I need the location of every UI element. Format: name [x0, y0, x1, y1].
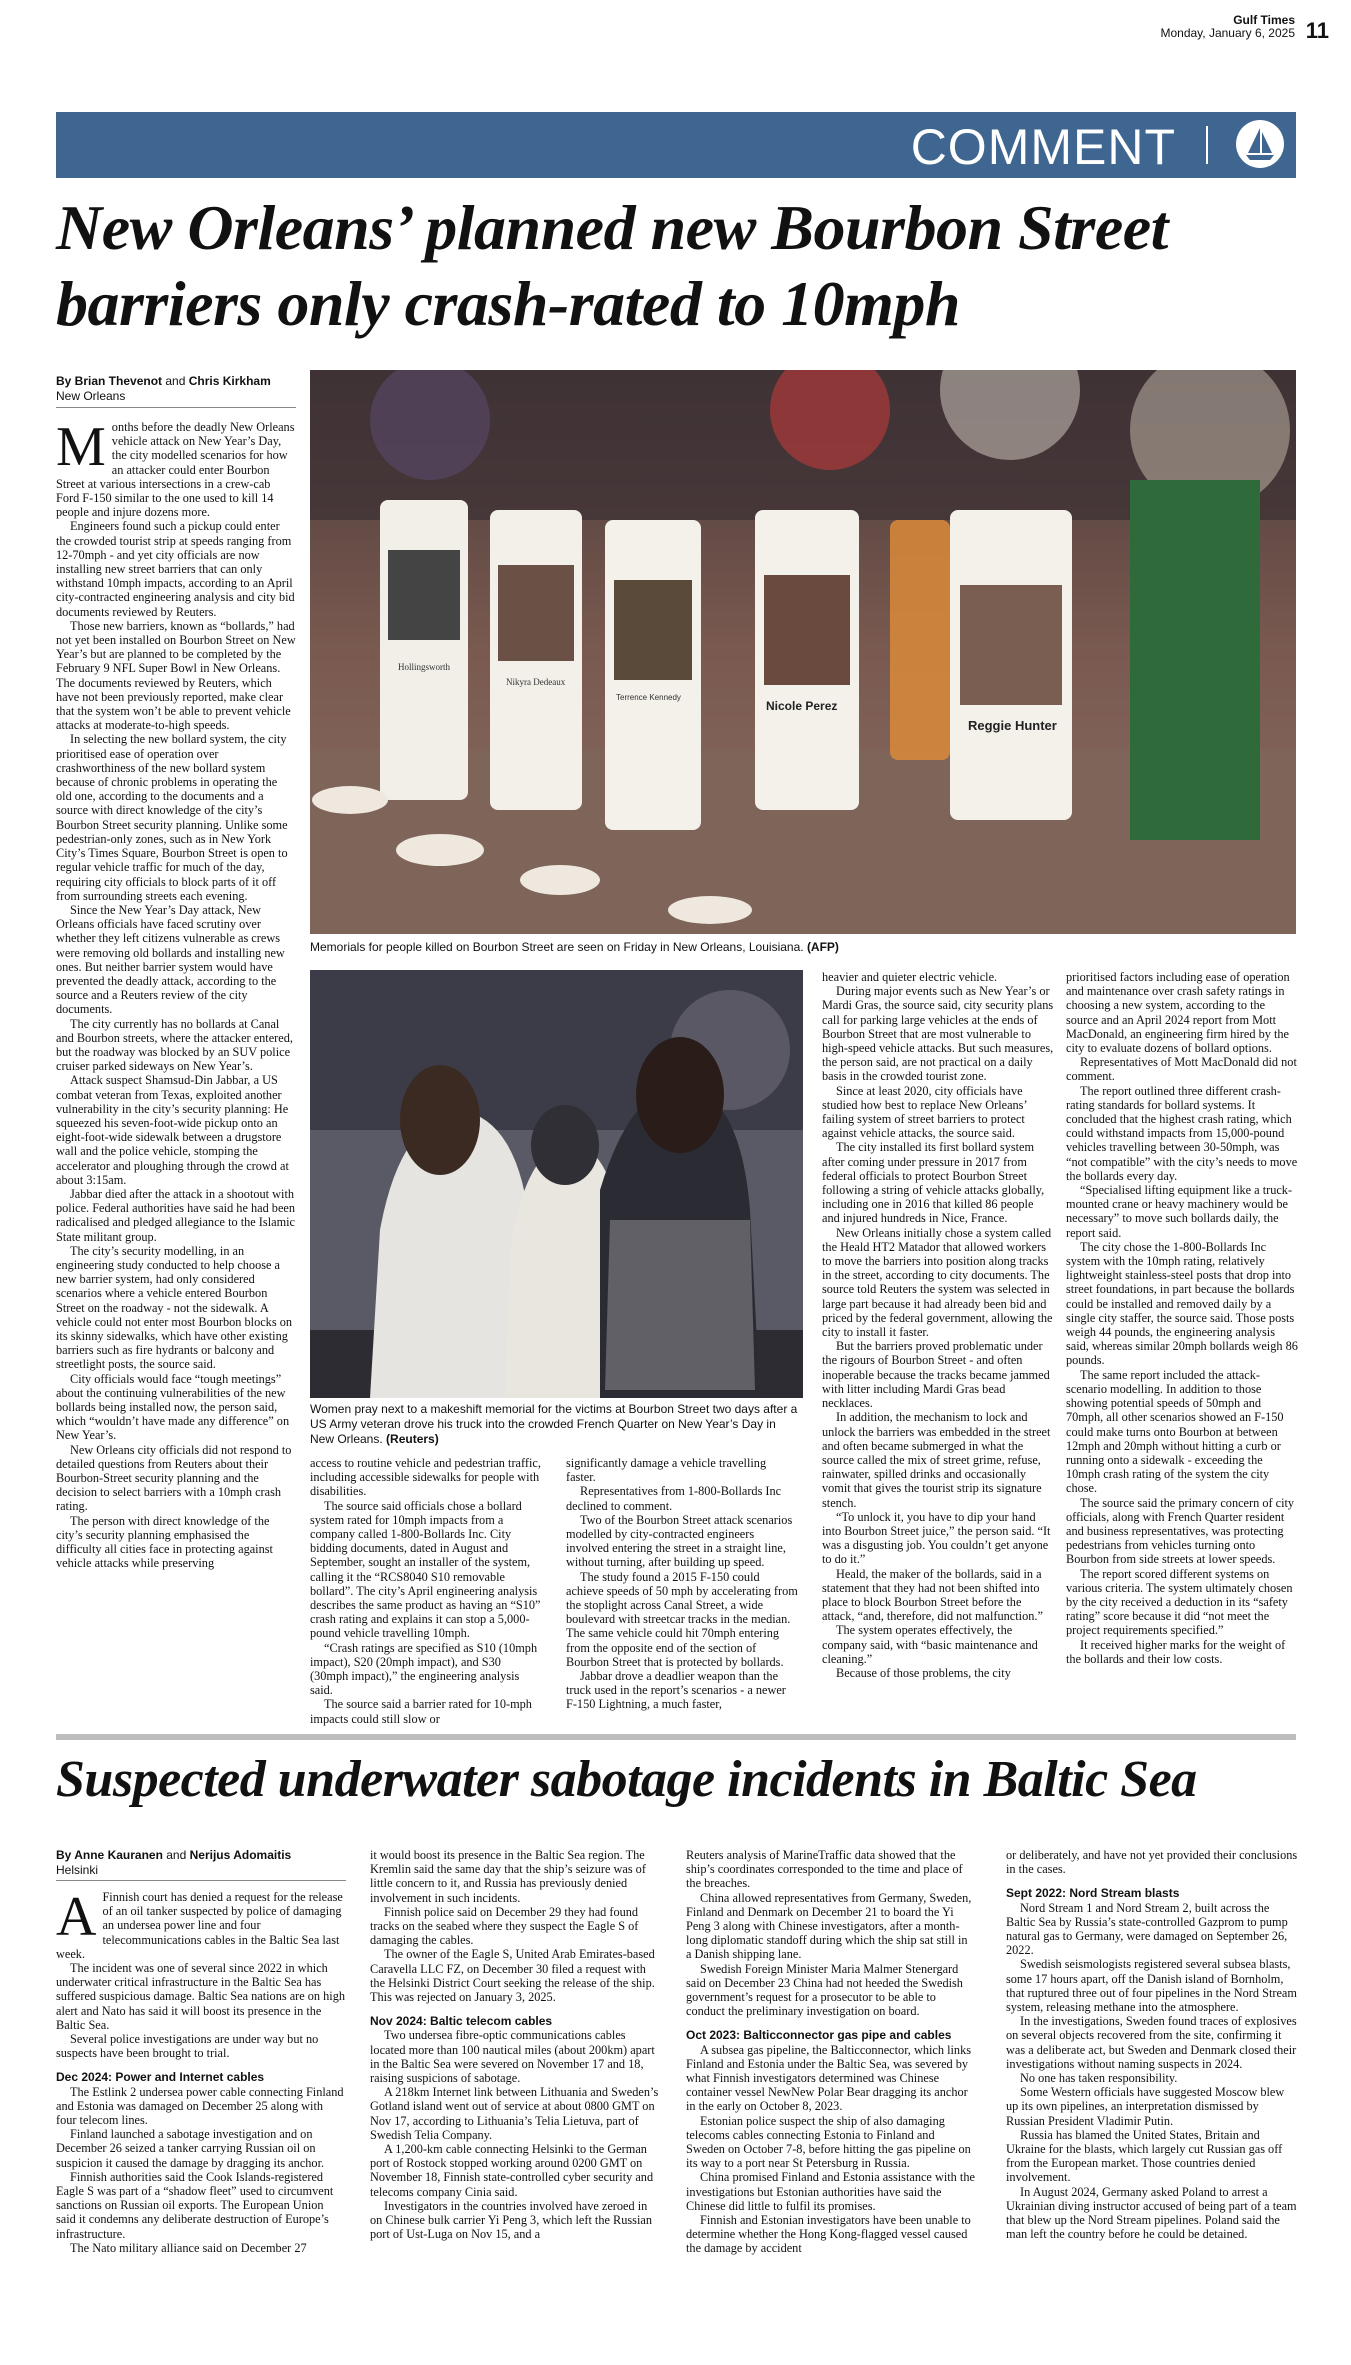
paragraph: But the barriers proved problematic under the rigours of Bourbon Street - and often inoperable because the tracks became jammed with litter including Mardi Gras bead necklaces. — [822, 1339, 1050, 1411]
paragraph: Attack suspect Shamsud-Din Jabbar, a US combat veteran from Texas, exploited another vulnerability in the city’s security planning: He squeezed his seven-foot-wide pickup onto an eight-foot-wide sidewalk between a drugstore wall and the police vehicle, stomping the accelerator and ploughing through the crowd at about 3:15am. — [56, 1073, 289, 1187]
byline2-author-1: By Anne Kauranen — [56, 1848, 163, 1862]
paragraph: it would boost its presence in the Baltic Sea region. The Kremlin said the same day that the ship’s seizure was of little concern to it, and Russia has previously denied involvement in such incidents. — [370, 1848, 646, 1905]
section-title: COMMENT — [910, 119, 1176, 175]
section-banner — [56, 112, 1296, 178]
paragraph: significantly damage a vehicle travelling faster. — [566, 1456, 767, 1485]
story2-headline: Suspected underwater sabotage incidents in Baltic Sea — [56, 1751, 1197, 1808]
memorial-candles-photo — [310, 370, 1296, 934]
subheading: Sept 2022: Nord Stream blasts — [1006, 1886, 1180, 1901]
paragraph: The report outlined three different crash-rating standards for bollard systems. It concluded that the highest crash rating, which could withstand impacts from 15,000-pound vehicles travelling between 30-50mph, was “not compatible” with the city’s needs to move the bollards every day. — [1066, 1083, 1298, 1183]
paragraph: A 218km Internet link between Lithuania and Sweden’s Gotland island went out of service at about 0800 GMT on Nov 17, according to Lithuania’s Telia Lietuva, part of Swedish Telia Company. — [370, 2085, 659, 2142]
photo1-caption — [310, 940, 1296, 955]
candle-1-name: Hollingsworth — [398, 662, 451, 672]
paragraph: The city currently has no bollards at Canal and Bourbon streets, where the attacker entered, but the roadway was blocked by an SUV police cruiser parked sideways on New Year’s. — [56, 1016, 293, 1074]
byline-location: New Orleans — [56, 389, 126, 403]
paragraph: Those new barriers, known as “bollards,” had not yet been installed on Bourbon Street on New Year’s but are planned to be completed by the February 9 NFL Super Bowl in New Orleans. The documents reviewed by Reuters, which have not been previously reported, make clear that the system won’t be able to prevent vehicle attacks at moderate-to-high speeds. — [56, 618, 296, 733]
drop-cap: M — [56, 420, 106, 478]
paragraph: The report scored different systems on various criteria. The system ultimately chosen by the city received a deduction in its “safety rating” score because it did “not meet the project requirements specified.” — [1066, 1566, 1293, 1638]
story2-column-2 — [370, 1848, 660, 2350]
masthead — [1160, 13, 1329, 43]
byline-author-2: Chris Kirkham — [188, 374, 271, 388]
sailing-boat-icon — [1236, 120, 1284, 168]
paragraph: “Specialised lifting equipment like a truck-mounted crane or heavy machinery would be necessary” to move such bollards daily, the report said. — [1066, 1183, 1293, 1240]
paragraph: Since at least 2020, city officials have studied how best to replace New Orleans’ failing system of street barriers to protect against vehicle attacks, the source said. — [822, 1083, 1027, 1141]
paragraph: Swedish Foreign Minister Maria Malmer Stenergard said on December 23 China had not heeded the Swedish government’s request for a prosecutor to be able to conduct the preliminary investigation on board. — [686, 1961, 963, 2019]
paragraph: In selecting the new bollard system, the city prioritised ease of operation over crashworthiness of the new bollard system because of chronic problems in operating the old one, according to the documents and a source with direct knowledge of the city’s Bourbon Street security planning. Unlike some pedestrian-only zones, such as in New York City’s Times Square, Bourbon Street is open to regular vehicle traffic for much of the day, requiring city officials to block parts of it off from surrounding streets each evening. — [56, 732, 288, 903]
paragraph: access to routine vehicle and pedestrian traffic, including accessible sidewalks for people with disabilities. — [310, 1456, 541, 1499]
paragraph: City officials would face “tough meetings” about the continuing vulnerabilities of the new bollards being installed now, the person said, which “wouldn’t have made any difference” on New Year’s. — [56, 1371, 290, 1443]
paragraph: The study found a 2015 F-150 could achieve speeds of 50 mph by accelerating from the stoplight across Canal Street, a wide boulevard with streetcar tracks in the median. The same vehicle could hit 70mph entering from the opposite end of the section of Bourbon Street that is protected by bollards. — [566, 1569, 798, 1669]
byline2-author-2: Nerijus Adomaitis — [189, 1848, 292, 1862]
paragraph: China allowed representatives from Germany, Sweden, Finland and Denmark on December 21 to board the Yi Peng 3 along with Chinese investigators, after a month-long diplomatic standoff during which the ship sat still in a Danish shipping lane. — [686, 1890, 972, 1962]
photo1-caption-text: Memorials for people killed on Bourbon Street are seen on Friday in New Orleans, Louisiana. — [310, 940, 804, 954]
banner-divider — [1206, 126, 1208, 164]
story1-column-1 — [56, 420, 296, 1730]
story2-column-4 — [1006, 1848, 1298, 2350]
women-praying-photo — [310, 970, 803, 1398]
paragraph: The Nato military alliance said on December 27 — [70, 2240, 307, 2255]
paragraph: Representatives of Mott MacDonald did not comment. — [1066, 1055, 1297, 1084]
paragraph: “Crash ratings are specified as S10 (10mph impact), S20 (20mph impact), and S30 (30mph impact),” the engineering analysis said. — [310, 1640, 538, 1698]
paragraph: Finnish police said on December 29 they had found tracks on the seabed where they suspect the Eagle S of damaging the cables. — [370, 1904, 639, 1948]
paragraph: The person with direct knowledge of the city’s security planning emphasised the difficulty all cities face in protecting against vehicle attacks while preserving — [56, 1513, 273, 1571]
paragraph: or deliberately, and have not yet provided their conclusions in the cases. — [1006, 1848, 1298, 1877]
paragraph: Finnish court has denied a request for the release of an oil tanker suspected by police of damaging an undersea power line and four telecommunications cables in the Baltic Sea last week. — [56, 1890, 343, 1961]
paragraph: The city’s security modelling, in an engineering study conducted to help choose a new barrier system, had only considered scenarios where a vehicle entered Bourbon Street on the roadway - not the sidewalk. A vehicle could not enter most Bourbon blocks on its skinny sidewalks, which have other existing barriers such as fire hydrants or balcony and streetlight posts, the source said. — [56, 1243, 292, 1372]
story1-column-3 — [566, 1456, 798, 1730]
story2-byline — [56, 1848, 346, 1878]
paragraph: Russia has blamed the United States, Britain and Ukraine for the blasts, which largely cut Russian gas off from the European market. Those countries denied involvement. — [1006, 2127, 1283, 2185]
paragraph: “To unlock it, you have to dip your hand into Bourbon Street juice,” the person said. “It was a disgusting job. You couldn’t get anyone to do it.” — [822, 1509, 1051, 1567]
issue-date: Monday, January 6, 2025 — [1160, 26, 1295, 40]
paragraph: Reuters analysis of MarineTraffic data showed that the ship’s coordinates corresponded to the time and place of the breaches. — [686, 1848, 963, 1891]
paragraph: heavier and quieter electric vehicle. — [822, 970, 998, 984]
candle-5 — [950, 510, 1072, 820]
candle-2-name: Nikyra Dedeaux — [506, 677, 566, 687]
paragraph: Some Western officials have suggested Moscow blew up its own pipelines, an interpretation dismissed by Russian President Vladimir Putin. — [1006, 2085, 1285, 2128]
paragraph: The city chose the 1-800-Bollards Inc system with the 10mph rating, relatively lightweight stainless-steel posts that drop into street foundations, in part because the bollards could be installed and removed daily by a single city staffer, the source said. Those posts weigh 44 pounds, the engineering analysis said, whereas similar 20mph bollards weigh 86 pounds. — [1066, 1239, 1298, 1368]
candle-3-name: Terrence Kennedy — [616, 693, 681, 702]
paragraph: No one has taken responsibility. — [1020, 2071, 1178, 2086]
byline2-rule — [56, 1880, 346, 1881]
story2-column-1 — [56, 1890, 346, 2350]
paragraph: The Estlink 2 undersea power cable connecting Finland and Estonia was damaged on December 25 along with four telecom lines. — [56, 2084, 344, 2128]
paragraph: The source said officials chose a bollard system rated for 10mph impacts from a company called 1-800-Bollards Inc. City bidding documents, dated in August and September, sought an installer of the system, calling it the “RCS8040 S10 removable bollard”. The city’s April engineering analysis describes the same product as having an “S10” crash rating and explains it can stop a 5,000-pound vehicle travelling 10mph. — [310, 1498, 541, 1641]
paragraph: Swedish seismologists registered several subsea blasts, some 17 hours apart, off the Danish island of Bornholm, that ruptured three out of four pipelines in the Nord Stream system, releasing methane into the atmosphere. — [1006, 1957, 1297, 2015]
newspaper-name: Gulf Times — [1233, 13, 1295, 27]
photo2-credit: (Reuters) — [386, 1432, 439, 1446]
paragraph: China promised Finland and Estonia assistance with the investigations but Estonian authorities have said the Chinese did little to fulfil its promises. — [686, 2170, 975, 2213]
story2-column-3 — [686, 1848, 976, 2350]
story1-column-5 — [1066, 970, 1298, 1730]
candle-2 — [490, 510, 582, 810]
paragraph: A 1,200-km cable connecting Helsinki to the German port of Rostock stopped working around 0200 GMT on November 18, Finnish state-controlled cyber security and telecoms company Cinia said. — [370, 2142, 654, 2199]
candle-1 — [380, 500, 468, 800]
photo2-caption-text: Women pray next to a makeshift memorial for the victims at Bourbon Street two days after a US Army veteran drove his truck into the crowded French Quarter on New Year’s Day in New Orleans. — [310, 1402, 798, 1446]
drop-cap-2: A — [56, 1890, 97, 1948]
subheading: Dec 2024: Power and Internet cables — [56, 2070, 265, 2085]
photo1-credit: (AFP) — [806, 940, 839, 954]
paragraph: It received higher marks for the weight of the bollards and their low costs. — [1066, 1637, 1286, 1666]
paragraph: In addition, the mechanism to lock and unlock the barriers was embedded in the street and often became submerged in what the source called the mix of street grime, refuse, rainwater, spilled drinks and occasionally vomit that gives the tourist strip its signature stench. — [822, 1410, 1051, 1510]
byline-author-1: By Brian Thevenot — [56, 374, 163, 388]
paragraph: Several police investigations are under way but no suspects have been brought to trial. — [56, 2032, 319, 2061]
paragraph: Jabbar drove a deadlier weapon than the truck used in the report’s scenarios - a newer F-150 Lightning, a much faster, — [566, 1669, 786, 1712]
story1-column-4 — [822, 970, 1054, 1730]
paragraph: The incident was one of several since 2022 in which underwater critical infrastructure in the Baltic Sea has suffered suspicious damage. Baltic Sea nations are on high alert and Nato has said it will boost its presence in the Baltic Sea. — [56, 1961, 346, 2032]
paragraph: Finland launched a sabotage investigation and on December 26 seized a tanker carrying Russian oil on suspicion it caused the damage by dragging its anchor. — [56, 2127, 325, 2170]
subheading: Oct 2023: Balticconnector gas pipe and cables — [686, 2028, 952, 2043]
candle-4-name: Nicole Perez — [766, 699, 838, 713]
paragraph: Engineers found such a pickup could enter the crowded tourist strip at speeds ranging from 12-70mph - and yet city officials are now installing new street barriers that can only withstand 10mph impacts, according to an April city-contracted engineering analysis and city bid documents reviewed by Reuters. — [56, 519, 295, 619]
paragraph: prioritised factors including ease of operation and maintenance over crash safety ratings in choosing a new system, according to the source and an April 2024 report from Mott MacDonald, an engineering firm hired by the city to evaluate dozens of bollard options. — [1066, 970, 1290, 1056]
paragraph: The city installed its first bollard system after coming under pressure in 2017 from federal officials to protect Bourbon Street following a string of vehicle attacks globally, including one in 2016 that killed 86 people and injured hundreds in Nice, France. — [822, 1140, 1045, 1226]
paragraph: The owner of the Eagle S, United Arab Emirates-based Caravella LLC FZ, on December 30 filed a request with the Helsinki District Court seeking the release of the ship. This was rejected on January 3, 2025. — [370, 1947, 655, 2005]
paragraph: A subsea gas pipeline, the Balticconnector, which links Finland and Estonia under the Baltic Sea, was severed by what Finnish investigators determined was Chinese container vessel NewNew Polar Bear dragging its anchor in the early on October 8, 2023. — [686, 2042, 971, 2114]
byline-rule — [56, 407, 296, 408]
candle-5-name: Reggie Hunter — [968, 718, 1057, 733]
story1-column-2 — [310, 1456, 542, 1730]
paragraph: The source said the primary concern of city officials, along with French Quarter resident and business representatives, was protecting pedestrians from vehicles turning onto Bourbon from side streets at lower speeds. — [1066, 1495, 1295, 1567]
paragraph: Representatives from 1-800-Bollards Inc declined to comment. — [566, 1484, 782, 1513]
paragraph: The system operates effectively, the company said, with “basic maintenance and cleaning.” — [822, 1623, 1038, 1666]
paragraph: Heald, the maker of the bollards, said in a statement that they had not been shifted into place to block Bourbon Street before the attack, “and, therefore, did not malfunction.” — [822, 1566, 1043, 1624]
paragraph: Estonian police suspect the ship of also damaging telecoms cables connecting Estonia to Finland and Sweden on October 7-8, before hitting the gas pipeline on its way to a port near St Petersburg in Russia. — [686, 2113, 971, 2171]
paragraph: Two undersea fibre-optic communications cables located more than 100 nautical miles (about 200km) apart in the Baltic Sea were severed on November 17 and 18, raising suspicions of sabotage. — [370, 2028, 655, 2086]
paragraph: New Orleans city officials did not respond to detailed questions from Reuters about their Bourbon-Street security planning and the decision to select barriers with a 10mph crash rating. — [56, 1442, 292, 1514]
byline-and: and — [162, 374, 189, 388]
paragraph: Finnish and Estonian investigators have been unable to determine whether the Hong Kong-flagged vessel caused the damage by accident — [686, 2213, 971, 2256]
paragraph: During major events such as New Year’s or Mardi Gras, the source said, city security plans call for parking large vehicles at the ends of Bourbon Street that are most vulnerable to high-speed vehicle attacks. But such measures, the person said, are not practical on a daily basis in the crowded tourist zone. — [822, 984, 1054, 1084]
candle-4 — [755, 510, 859, 810]
paragraph: In the investigations, Sweden found traces of explosives on several objects recovered from the site, confirming it was a deliberate act, but Sweden and Denmark closed their investigations without naming suspects in 2024. — [1006, 2014, 1297, 2071]
paragraph: Jabbar died after the attack in a shootout with police. Federal authorities have said he had been radicalised and pledged allegiance to the Islamic State militant group. — [56, 1186, 296, 1244]
byline2-location: Helsinki — [56, 1863, 99, 1877]
paragraph: onths before the deadly New Orleans vehicle attack on New Year’s Day, the city modelled scenarios for how an attacker could enter Bourbon Street at various intersections in a crew-cab Ford F-150 similar to the one used to kill 14 people and injure dozens more. — [56, 420, 295, 520]
paragraph: Two of the Bourbon Street attack scenarios modelled by city-contracted engineers involved entering the street in a straight line, without turning, after building up speed. — [566, 1512, 793, 1570]
candle-3 — [605, 520, 701, 830]
paragraph: In August 2024, Germany asked Poland to arrest a Ukrainian diving instructor accused of being part of a team that blew up the Nord Stream pipelines. Poland said the man left the country before he could be detained. — [1006, 2184, 1297, 2242]
story1-byline — [56, 374, 296, 404]
paragraph: Investigators in the countries involved have zeroed in on Chinese bulk carrier Yi Peng 3, which left the Russian port of Ust-Luga on Nov 15, and a — [370, 2198, 652, 2242]
paragraph: The source said a barrier rated for 10-mph impacts could still slow or — [310, 1697, 532, 1726]
subheading: Nov 2024: Baltic telecom cables — [370, 2014, 553, 2029]
byline2-and: and — [162, 1848, 190, 1862]
story1-headline: New Orleans’ planned new Bourbon Street barriers only crash-rated to 10mph — [56, 192, 1168, 339]
paragraph: The same report included the attack-scenario modelling. In addition to those showing potential speeds of 50mph and 70mph, all other scenarios showed an F-150 could make turns onto Bourbon at between 12mph and 20mph without hitting a curb or running onto a sidewalk - exceeding the 10mph crash rating of the system the city chose. — [1066, 1367, 1284, 1496]
page-number: 11 — [1305, 18, 1329, 43]
paragraph: Nord Stream 1 and Nord Stream 2, built across the Baltic Sea by Russia’s state-controlled Gazprom to pump natural gas to Germany, were damaged on September 26, 2022. — [1006, 1900, 1288, 1958]
paragraph: Finnish authorities said the Cook Islands-registered Eagle S was part of a “shadow fleet” used to circumvent sanctions on Russian oil exports. The European Union said it condemns any deliberate destruction of Europe’s infrastructure. — [56, 2169, 334, 2241]
paragraph: Since the New Year’s Day attack, New Orleans officials have faced scrutiny over whether they left citizens vulnerable as crews were removing old bollards and installing new ones. But neither barrier system would have prevented the deadly attack, according to the source and a Reuters review of the city documents. — [56, 902, 285, 1017]
paragraph: Because of those problems, the city — [836, 1665, 1011, 1680]
paragraph: New Orleans initially chose a system called the Heald HT2 Matador that allowed workers to move the barriers into position along tracks in the street, according to city documents. The source told Reuters the system was selected in large part because it had already been bid and priced by the federal government, allowing the city to install it faster. — [822, 1225, 1053, 1340]
section-divider — [56, 1734, 1296, 1740]
photo2-caption — [310, 1402, 803, 1447]
